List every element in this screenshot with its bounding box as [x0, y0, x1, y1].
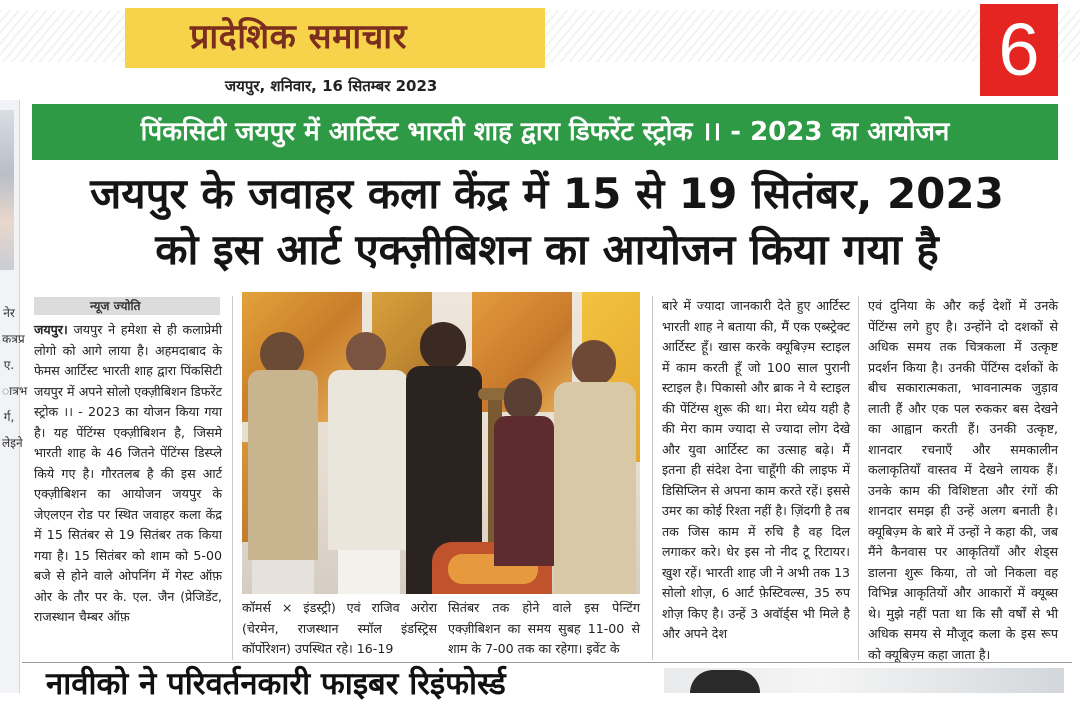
page-number: 6 [980, 4, 1058, 96]
article-column-1-text: जयपुर ने हमेशा से ही कलाप्रेमी लोगो को आगे लाया है। अहमदाबाद के फेमस आर्टिस्ट भारती शाह द्वारा पिंकसिटी जयपुर में अपने सोलो एक्ज़ीबिशन डिफरेंट स्ट्रोक ।। - 2023 का योजन किया गया है। यह पेंटिंग्स एक्ज़ीबिशन है, जिसमे भारती शाह के 46 जितने पेंटिंग्स डिस्प्ले किये गए है। गौरतलब है की इस आर्ट एक्ज़ीबिशन का आयोजन जयपुर के जेएलएन रोड पर स्थित जवाहर कला केंद्र में 15 सितंबर से 19 सितंबर तक किया गया है। 15 सितंबर को शाम को 5-00 बजे से होने वाले ओपनिंग में गेस्ट ऑफ़ ओर के तौर पर के. एल. जैन (प्रेजिडेंट, राजस्थान चैम्बर ऑफ़ [34, 322, 222, 624]
column-divider [652, 296, 653, 660]
headline-line-1: जयपुर के जवाहर कला केंद्र में 15 से 19 सितंबर, 2023 [90, 169, 1004, 218]
article-column-5: एवं दुनिया के और कई देशों में उनके पेंटिंग्स लगे हुए है। उन्होंने दो दशकों से अधिक समय तक चित्रकला में उत्कृष्ट प्रदर्शन किया है। उनकी पेंटिंग्स दर्शकों के बीच सकारात्मकता, भावनात्मक जुड़ाव लाती हैं और एक पल रुककर बस देखने का आह्वान करती हैं। उनकी उत्कृष्ट, शानदार रचनाएँ और समकालीन कलाकृतियाँ वास्तव में देखने लायक हैं। उनके काम की विशिष्टता और रंगों की शानदार समझ ही उन्हें अलग बनाती है। क्यूबिज़्म के बारे में उन्हों ने कहा की, जब मैंने कैनवास पर आकृतियाँ और शेड्स डालना शुरू किया, तो जो निकला वह विभिन्न आकृतियों और आकारों में क्यूब्स थे। मुझे नहीं पता था कि सौ वर्षों से भी अधिक समय से मौजूद कला के इस रूप को क्यूबिज़्म कहा जाता है। [868, 298, 1058, 662]
article-column-3: सितंबर तक होने वाले इस पेन्टिंग एक्ज़ीबिशन का समय सुबह 11-00 से शाम के 7-00 तक का रहेगा। इवेंट के [448, 600, 640, 656]
story-banner-text: पिंकसिटी जयपुर में आर्टिस्ट भारती शाह द्वारा डिफरेंट स्ट्रोक ।। - 2023 का आयोजन [140, 117, 950, 147]
headline-line-2: को इस आर्ट एक्ज़ीबिशन का आयोजन किया गया है [155, 225, 939, 274]
event-photo [242, 292, 640, 594]
article-column-1 [34, 320, 222, 660]
byline: न्यूज ज्योति [90, 299, 141, 313]
adjacent-column-text: नेर कत्रप्र ए. ात्रभ र्ग, लेइने [2, 306, 28, 450]
dateline: जयपुर, शनिवार, 16 सितम्बर 2023 [225, 77, 438, 95]
story-banner [32, 104, 1058, 160]
column-divider [858, 296, 859, 660]
bottom-divider [22, 662, 1072, 663]
next-story-photo-person [690, 670, 760, 693]
adjacent-photo-edge [0, 110, 14, 270]
column-divider [232, 296, 233, 660]
masthead [0, 0, 1080, 100]
next-story-headline: नावीको ने परिवर्तनकारी फाइबर रिइंफोर्स्ड [46, 666, 506, 702]
article-column-4: बारे में ज्यादा जानकारी देते हुए आर्टिस्ट भारती शाह ने बताया की, मैं एक एब्स्ट्रेक्ट आर्टिस्ट हूँ। खास करके क्यूबिज़्म स्टाइल में काम करती हूँ जो 100 साल पुरानी स्टाइल है। पिकासो और ब्राक ने ये स्टाइल की पेंटिंग्स शुरू की था। मेरा ध्येय यही है की मेरा काम ज्यादा से ज्यादा लोग देखे और युवा आर्टिस्ट का उत्साह बढ़े। मैं इतना ही संदेश देना चाहूँगी की लाइफ में डिसिप्लिन से अपना काम करते रहें। इससे उमर का कोई रिश्ता नहीं है। ज़िंदगी है तब तक जिस काम में रुचि है वह दिल लगाकर करे। धेर इस नो नीद टू रिटायर। खुश रहें। भारती शाह जी ने अभी तक 13 सोलो शोज़, 6 आर्ट फ़ेस्टिवल्स, 35 रुप शोज़ किए है। उन्हें 3 अवॉर्ड्स भी मिले है और अपने देश [662, 298, 850, 641]
article-column-2: कॉमर्स × इंडस्ट्री) एवं राजिव अरोरा (चेरमेन, राजस्थान स्मॉल इंडस्ट्रिस कॉर्पोरेशन) उपस्थित रहे। 16-19 [242, 600, 437, 656]
headline [22, 166, 1072, 290]
dateline-lead: जयपुर। [34, 322, 68, 337]
section-title: प्रादेशिक समाचार [190, 17, 408, 57]
